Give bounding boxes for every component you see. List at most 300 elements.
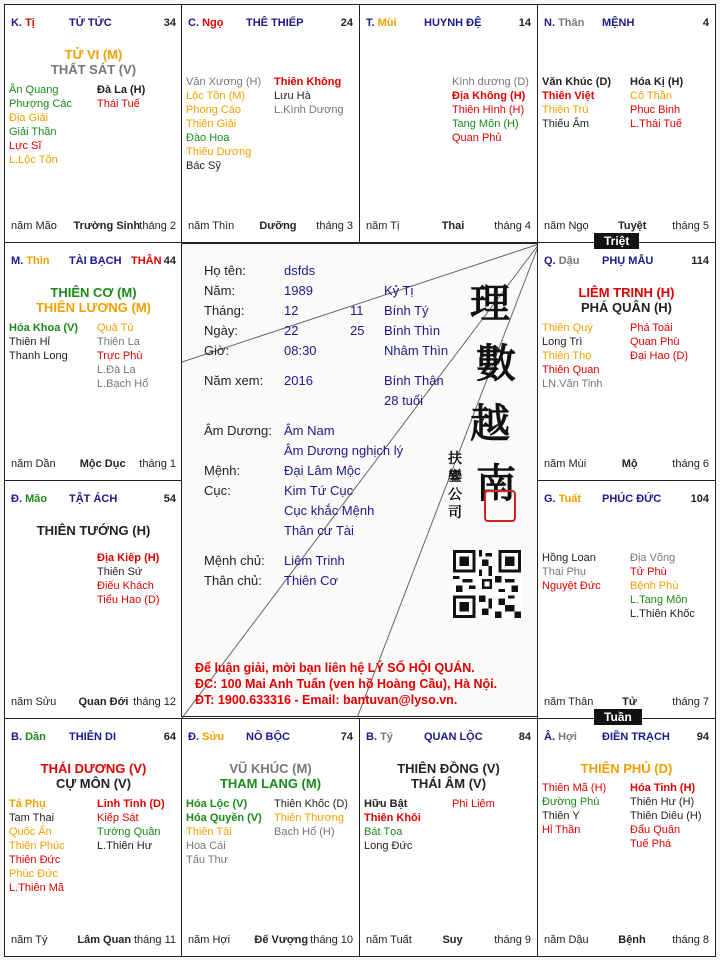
value-name: dsfds (284, 263, 316, 278)
left-stars (9, 83, 72, 167)
minor-star: Bệnh Phù (630, 580, 679, 592)
minor-star: Thiên Hình (H) (452, 104, 525, 116)
palace-stage: Quan Đới (78, 696, 129, 708)
palace-header (5, 731, 182, 747)
palace-month: tháng 6 (672, 458, 709, 470)
left-stars (364, 797, 421, 853)
palace-year: năm Thìn (188, 220, 235, 232)
palace-stage: Trường Sinh (73, 220, 141, 232)
palace-chi: Tý (380, 731, 393, 743)
value-day-solar: 22 (284, 323, 299, 338)
minor-star: L.Thiên Hư (97, 840, 153, 852)
palace-header (5, 493, 182, 509)
palace-can: B. (11, 731, 22, 743)
palace-position (544, 731, 577, 743)
palace-footer (11, 220, 176, 234)
major-stars (538, 285, 715, 315)
calligraphy-char-2: 數 (476, 340, 516, 387)
major-star: PHÁ QUÂN (H) (581, 300, 672, 315)
minor-star: Lộc Tồn (M) (186, 90, 246, 102)
minor-star: Phục Binh (630, 104, 681, 116)
minor-star: Phong Cáo (186, 104, 242, 116)
minor-star: Thiên Hỉ (9, 336, 50, 348)
palace-7 (537, 480, 716, 719)
left-stars (9, 797, 65, 895)
minor-star: Thiên Y (542, 810, 580, 822)
major-stars (5, 523, 182, 538)
value-day-can: Bính Thìn (384, 323, 441, 338)
palace-2 (359, 4, 538, 243)
label-menh: Mệnh: (204, 463, 241, 478)
minor-star: Tang Môn (H) (452, 118, 519, 130)
minor-star: Phá Toái (630, 322, 673, 334)
palace-footer (11, 696, 176, 710)
palace-name: MỆNH (602, 17, 635, 29)
palace-year: năm Sửu (11, 696, 57, 708)
minor-star: Hỉ Thần (542, 824, 581, 836)
palace-number: 94 (696, 731, 709, 743)
palace-month: tháng 4 (494, 220, 531, 232)
value-than-cu: Thân cư Tài (284, 523, 354, 538)
minor-star: Trực Phù (97, 350, 143, 362)
major-star: CỰ MÔN (V) (55, 776, 132, 791)
minor-star: L.Lộc Tồn (9, 154, 58, 166)
left-stars (186, 797, 262, 867)
minor-star: Tuế Phá (630, 838, 672, 850)
minor-star: Hóa Lộc (V) (186, 798, 248, 810)
palace-9 (181, 718, 360, 957)
minor-star: Hóa Kị (H) (630, 76, 684, 88)
palace-position (11, 17, 35, 29)
major-star: THIÊN ĐỒNG (V) (397, 761, 500, 776)
palace-number: 14 (518, 17, 531, 29)
palace-stage: Mộ (621, 458, 638, 470)
palace-name: TẬT ÁCH (69, 493, 118, 505)
palace-chi: Mão (25, 493, 48, 505)
minor-star: Địa Giải (9, 112, 49, 124)
palace-year: năm Tý (11, 934, 48, 946)
contact-line-1: Để luận giải, mời bạn liên hệ LÝ SỐ HỘI QUÁN. (195, 661, 475, 675)
label-year: Năm: (204, 283, 236, 298)
minor-star: Điếu Khách (97, 580, 154, 592)
minor-star: Thiên Phúc (9, 840, 65, 852)
left-stars (542, 321, 603, 391)
minor-star: Thiên Đức (9, 854, 61, 866)
palace-footer (544, 934, 709, 948)
major-star: TỬ VI (M) (64, 47, 123, 62)
contact-line-3: ĐT: 1900.633316 - Email: bantuvan@lyso.vn. (195, 693, 458, 707)
label-month: Tháng: (204, 303, 245, 318)
minor-star: Cô Thần (630, 90, 672, 102)
palace-year: năm Dần (11, 458, 56, 470)
minor-star: Kình dương (D) (452, 76, 529, 88)
left-stars (542, 551, 601, 593)
minor-star: Nguyệt Đức (542, 580, 601, 592)
palace-month: tháng 10 (310, 934, 353, 946)
palace-month: tháng 3 (316, 220, 353, 232)
minor-star: Thiên Trù (542, 104, 589, 116)
contact-info (195, 660, 497, 708)
palace-header (538, 255, 715, 271)
palace-month: tháng 7 (672, 696, 709, 708)
palace-number: 84 (518, 731, 531, 743)
palace-name: QUAN LỘC (424, 731, 483, 743)
palace-chi: Ngọ (202, 17, 224, 29)
minor-star: Thiên Mã (H) (542, 782, 607, 794)
palace-name: THIÊN DI (69, 731, 117, 743)
minor-star: Thanh Long (9, 350, 68, 362)
value-day-lunar: 25 (350, 323, 365, 338)
value-year: 1989 (284, 283, 313, 298)
palace-number: 34 (163, 17, 176, 29)
sub-calli-3: 公 (448, 487, 462, 503)
seal-stamp (484, 490, 516, 522)
palace-chi: Sửu (202, 731, 225, 743)
right-stars (452, 75, 529, 145)
palace-footer (188, 220, 353, 234)
value-than-chu: Thiên Cơ (284, 573, 339, 588)
value-amduong: Âm Nam (284, 423, 335, 438)
palace-number: 24 (340, 17, 353, 29)
minor-star: Thiếu Dương (186, 146, 252, 158)
label-than-chu: Thân chủ: (204, 573, 262, 588)
palace-position (188, 17, 223, 29)
value-year-can: Kỷ Tị (384, 283, 414, 298)
palace-year: năm Mùi (544, 458, 587, 470)
palace-3 (537, 4, 716, 243)
minor-star: Thiên Quan (542, 364, 600, 376)
palace-chi: Dậu (558, 255, 580, 267)
palace-5 (537, 242, 716, 481)
minor-star: Đẩu Quân (630, 824, 681, 836)
palace-position (366, 17, 397, 29)
palace-position (11, 255, 50, 267)
palace-header (360, 731, 537, 747)
palace-0 (4, 4, 183, 243)
palace-footer (366, 934, 531, 948)
palace-month: tháng 12 (133, 696, 176, 708)
value-menh: Đại Lâm Mộc (284, 463, 361, 478)
value-menh-chu: Liêm Trinh (284, 553, 345, 568)
palace-number: 44 (163, 255, 176, 267)
value-view-can: Bính Thân (384, 373, 444, 388)
minor-star: Văn Khúc (D) (542, 76, 612, 88)
minor-star: Thiên Thọ (542, 350, 592, 362)
label-view-year: Năm xem: (204, 373, 264, 388)
label-day: Ngày: (204, 323, 238, 338)
palace-year: năm Hợi (188, 934, 231, 946)
minor-star: Giải Thần (9, 126, 57, 138)
minor-star: Tiểu Hao (D) (97, 594, 160, 606)
minor-star: Địa Kiếp (H) (97, 552, 160, 564)
minor-star: Tam Thai (9, 812, 55, 824)
palace-chi: Hợi (558, 731, 577, 743)
minor-star: Bác Sỹ (186, 160, 221, 172)
palace-header (538, 731, 715, 747)
minor-star: L.Tang Môn (630, 594, 688, 606)
minor-star: Thiên Hư (H) (630, 796, 695, 808)
palace-month: tháng 8 (672, 934, 709, 946)
minor-star: Long Đức (364, 840, 413, 852)
right-stars (97, 321, 148, 391)
palace-position (544, 493, 581, 505)
palace-can: Đ. (188, 731, 199, 743)
minor-star: Địa Võng (630, 552, 676, 564)
palace-year: năm Mão (11, 220, 57, 232)
major-star: VŨ KHÚC (M) (229, 761, 312, 776)
value-age: 28 tuổi (384, 393, 424, 408)
palace-stage: Suy (442, 934, 463, 946)
left-stars (9, 321, 78, 363)
major-star: LIÊM TRINH (H) (578, 285, 675, 300)
palace-year: năm Thân (544, 696, 594, 708)
minor-star: Đà La (H) (97, 84, 146, 96)
label-cuc: Cục: (204, 483, 231, 498)
major-star: THÁI ÂM (V) (410, 776, 487, 791)
major-star: THÁI DƯƠNG (V) (40, 761, 147, 776)
minor-star: Phi Liêm (452, 798, 495, 810)
minor-star: Tấu Thư (186, 854, 229, 866)
palace-month: tháng 2 (139, 220, 176, 232)
right-stars (97, 797, 165, 853)
minor-star: Lưu Hà (274, 90, 311, 102)
minor-star: Thiên Khôi (364, 812, 421, 824)
palace-stage: Tử (622, 696, 637, 708)
palace-stage: Đế Vượng (254, 934, 309, 946)
minor-star: L.Bạch Hổ (97, 378, 149, 390)
palace-chi: Tị (25, 17, 35, 29)
left-stars (542, 75, 611, 131)
palace-year: năm Tị (366, 220, 400, 232)
minor-star: LN.Văn Tinh (542, 378, 603, 390)
palace-year: năm Dậu (544, 934, 589, 946)
value-hour-can: Nhâm Thìn (384, 343, 449, 358)
major-star: THIÊN PHỦ (D) (580, 761, 673, 776)
palace-month: tháng 11 (133, 934, 176, 946)
minor-star: Bạch Hổ (H) (274, 826, 335, 838)
calligraphy-char-3: 越 (470, 400, 510, 447)
major-stars (5, 47, 182, 77)
minor-star: L.Thái Tuế (630, 118, 682, 130)
right-stars (97, 551, 160, 607)
palace-can: T. (366, 17, 375, 29)
value-month-solar: 12 (284, 303, 299, 318)
palace-stage: Lâm Quan (77, 934, 132, 946)
palace-number: 4 (702, 17, 709, 29)
major-star: THIÊN CƠ (M) (50, 285, 137, 300)
right-stars (630, 551, 695, 621)
qr-code (452, 550, 522, 618)
value-month-lunar: 11 (350, 303, 364, 318)
minor-star: Lực Sĩ (9, 140, 42, 152)
label-amduong: Âm Dương: (204, 423, 272, 438)
minor-star: Hữu Bật (364, 798, 408, 810)
right-stars (274, 75, 344, 117)
palace-stage: Dưỡng (259, 220, 297, 232)
minor-star: Đường Phù (542, 796, 600, 808)
palace-position (188, 731, 224, 743)
contact-line-2: ĐC: 100 Mai Anh Tuấn (ven hồ Hoàng Cầu), Hà Nội. (195, 677, 498, 691)
palace-can: N. (544, 17, 555, 29)
palace-name: TÀI BẠCH (69, 255, 122, 267)
minor-star: Thiên Khốc (D) (274, 798, 348, 810)
palace-month: tháng 5 (672, 220, 709, 232)
minor-star: L.Kình Dương (274, 104, 344, 116)
value-view-year: 2016 (284, 373, 313, 388)
palace-can: C. (188, 17, 199, 29)
palace-number: 104 (690, 493, 709, 505)
palace-stage: Thai (441, 220, 465, 232)
palace-header (5, 255, 182, 271)
major-stars (538, 761, 715, 776)
palace-header (182, 731, 359, 747)
left-stars (542, 781, 606, 837)
palace-footer (11, 458, 176, 472)
tag-tuan: Tuần (594, 709, 642, 725)
palace-footer (366, 220, 531, 234)
label-name: Họ tên: (204, 263, 246, 278)
minor-star: Ân Quang (9, 84, 59, 96)
palace-can: Đ. (11, 493, 22, 505)
sub-calli-2: 鑾 (448, 469, 462, 485)
palace-header (360, 17, 537, 33)
palace-footer (544, 696, 709, 710)
palace-chi: Thìn (26, 255, 50, 267)
palace-name: PHỤ MẪU (602, 255, 654, 267)
minor-star: Thiên Diêu (H) (630, 810, 702, 822)
minor-star: Quốc Ấn (9, 826, 52, 838)
palace-name: PHÚC ĐỨC (602, 493, 662, 505)
minor-star: L.Thiên Khốc (630, 608, 695, 620)
palace-position (366, 731, 393, 743)
minor-star: Đại Hao (D) (630, 350, 689, 362)
label-hour: Giờ: (204, 343, 230, 358)
palace-month: tháng 1 (139, 458, 176, 470)
minor-star: Tả Phụ (9, 798, 46, 810)
palace-stage: Bệnh (618, 934, 646, 946)
palace-name: HUYNH ĐỆ (424, 17, 482, 29)
value-cuc-note: Cục khắc Mệnh (284, 503, 375, 518)
minor-star: Hóa Khoa (V) (9, 322, 79, 334)
palace-stage: Mộc Dục (79, 458, 126, 470)
minor-star: Thiên Tài (186, 826, 232, 838)
minor-star: Kiếp Sát (97, 812, 139, 824)
palace-10 (359, 718, 538, 957)
minor-star: Đào Hoa (186, 132, 230, 144)
minor-star: Phượng Các (9, 98, 72, 110)
major-stars (360, 761, 537, 791)
minor-star: Bát Tọa (364, 826, 403, 838)
major-star: THIÊN LƯƠNG (M) (35, 300, 152, 315)
palace-can: Q. (544, 255, 556, 267)
major-star: THAM LANG (M) (219, 776, 322, 791)
major-star: THIÊN TƯỚNG (H) (36, 523, 151, 538)
palace-chi: Mùi (377, 17, 397, 29)
palace-can: Â. (544, 731, 555, 743)
palace-chi: Dần (25, 731, 46, 743)
palace-footer (11, 934, 176, 948)
palace-footer (188, 934, 353, 948)
minor-star: L.Thiên Mã (9, 882, 65, 894)
palace-position (544, 255, 579, 267)
minor-star: Tử Phù (630, 566, 667, 578)
palace-1 (181, 4, 360, 243)
palace-position (544, 17, 584, 29)
palace-name: THÊ THIẾP (246, 17, 304, 29)
palace-can: K. (11, 17, 22, 29)
left-stars (186, 75, 261, 173)
than-tag: THÂN (131, 255, 162, 267)
value-hour: 08:30 (284, 343, 317, 358)
palace-month: tháng 9 (494, 934, 531, 946)
minor-star: Thiên Quý (542, 322, 593, 334)
minor-star: Thiên Sứ (97, 566, 143, 578)
value-month-can: Bính Tý (384, 303, 429, 318)
palace-6 (4, 480, 183, 719)
palace-number: 54 (163, 493, 176, 505)
minor-star: Linh Tinh (D) (97, 798, 165, 810)
palace-number: 64 (163, 731, 176, 743)
minor-star: Địa Không (H) (452, 90, 526, 102)
palace-header (538, 17, 715, 33)
minor-star: Tướng Quân (97, 826, 161, 838)
palace-footer (544, 458, 709, 472)
minor-star: Hồng Loan (542, 552, 596, 564)
minor-star: Long Trì (542, 336, 583, 348)
palace-name: NÔ BỘC (246, 731, 290, 743)
minor-star: Thiên Giải (186, 118, 237, 130)
sub-calli-1: 扶 (448, 451, 462, 467)
minor-star: L.Đà La (97, 364, 136, 376)
tag-triet: Triệt (594, 233, 639, 249)
right-stars (452, 797, 495, 811)
palace-footer (544, 220, 709, 234)
minor-star: Quả Tú (97, 322, 134, 334)
palace-year: năm Tuất (366, 934, 412, 946)
palace-can: M. (11, 255, 24, 267)
palace-header (5, 17, 182, 33)
palace-can: G. (544, 493, 556, 505)
value-cuc: Kim Tứ Cục (284, 483, 354, 498)
major-stars (5, 285, 182, 315)
minor-star: Quan Phủ (452, 132, 502, 144)
value-amduong-note: Âm Dương nghịch lý (284, 443, 404, 458)
minor-star: Hóa Quyền (V) (186, 812, 262, 824)
palace-number: 74 (340, 731, 353, 743)
palace-chi: Thân (558, 17, 585, 29)
major-stars (5, 761, 182, 791)
minor-star: Thiên La (97, 336, 140, 348)
right-stars (97, 83, 145, 111)
palace-4 (4, 242, 183, 481)
palace-header (182, 17, 359, 33)
label-menh-chu: Mệnh chủ: (204, 553, 265, 568)
minor-star: Thiên Việt (542, 90, 595, 102)
minor-star: Thái Tuế (97, 98, 140, 110)
minor-star: Quan Phù (630, 336, 680, 348)
right-stars (274, 797, 348, 839)
palace-11 (537, 718, 716, 957)
palace-can: B. (366, 731, 377, 743)
minor-star: Phúc Đức (9, 868, 58, 880)
right-stars (630, 321, 688, 363)
major-stars (182, 761, 359, 791)
minor-star: Văn Xương (H) (186, 76, 262, 88)
right-stars (630, 781, 702, 851)
minor-star: Thiên Không (274, 76, 342, 88)
minor-star: Hóa Tinh (H) (630, 782, 696, 794)
palace-name: TỬ TỨC (69, 17, 112, 29)
